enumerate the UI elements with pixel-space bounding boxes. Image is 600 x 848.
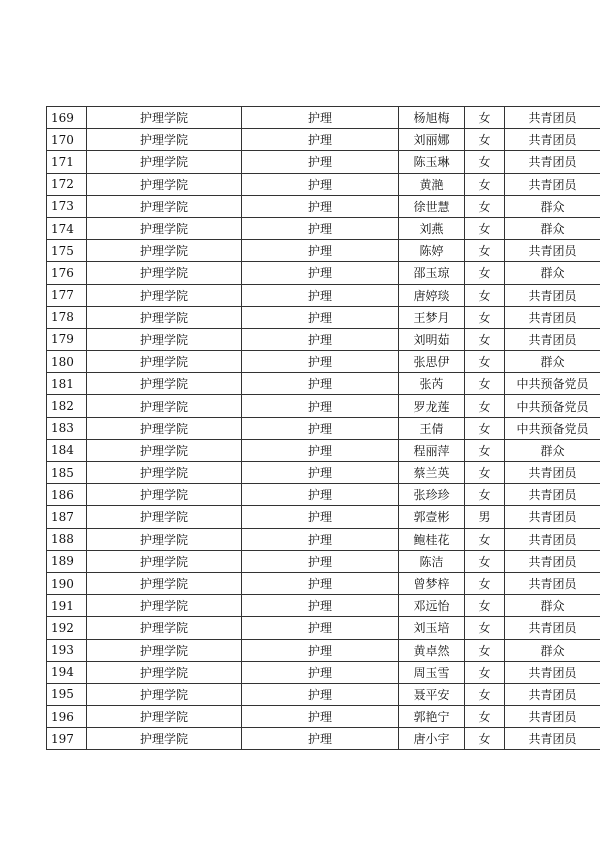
college-cell: 护理学院 xyxy=(87,417,242,439)
major-cell: 护理 xyxy=(242,306,399,328)
political-status-cell: 共青团员 xyxy=(505,706,600,728)
row-number-cell: 190 xyxy=(47,572,87,594)
student-name-cell: 刘玉培 xyxy=(399,617,465,639)
gender-cell: 女 xyxy=(465,262,505,284)
table-row xyxy=(47,417,600,439)
major-cell: 护理 xyxy=(242,217,399,239)
gender-cell: 女 xyxy=(465,373,505,395)
row-number-cell: 178 xyxy=(47,306,87,328)
political-status-cell: 群众 xyxy=(505,262,600,284)
college-cell: 护理学院 xyxy=(87,506,242,528)
college-cell: 护理学院 xyxy=(87,639,242,661)
student-name-cell: 张珍珍 xyxy=(399,484,465,506)
row-number-cell: 195 xyxy=(47,683,87,705)
college-cell: 护理学院 xyxy=(87,661,242,683)
student-name-cell: 郭壹彬 xyxy=(399,506,465,528)
gender-cell: 女 xyxy=(465,395,505,417)
gender-cell: 女 xyxy=(465,550,505,572)
major-cell: 护理 xyxy=(242,484,399,506)
gender-cell: 女 xyxy=(465,107,505,129)
table-row xyxy=(47,240,600,262)
major-cell: 护理 xyxy=(242,373,399,395)
row-number-cell: 182 xyxy=(47,395,87,417)
political-status-cell: 中共预备党员 xyxy=(505,395,600,417)
student-name-cell: 程丽萍 xyxy=(399,439,465,461)
gender-cell: 女 xyxy=(465,617,505,639)
college-cell: 护理学院 xyxy=(87,439,242,461)
major-cell: 护理 xyxy=(242,639,399,661)
table-row xyxy=(47,284,600,306)
gender-cell: 女 xyxy=(465,572,505,594)
major-cell: 护理 xyxy=(242,683,399,705)
major-cell: 护理 xyxy=(242,107,399,129)
political-status-cell: 共青团员 xyxy=(505,550,600,572)
row-number-cell: 185 xyxy=(47,462,87,484)
student-name-cell: 陈玉琳 xyxy=(399,151,465,173)
major-cell: 护理 xyxy=(242,550,399,572)
table-row xyxy=(47,639,600,661)
table-row xyxy=(47,217,600,239)
college-cell: 护理学院 xyxy=(87,151,242,173)
gender-cell: 女 xyxy=(465,284,505,306)
political-status-cell: 共青团员 xyxy=(505,683,600,705)
college-cell: 护理学院 xyxy=(87,550,242,572)
college-cell: 护理学院 xyxy=(87,617,242,639)
student-name-cell: 曾梦梓 xyxy=(399,572,465,594)
table-row xyxy=(47,373,600,395)
table-row xyxy=(47,173,600,195)
college-cell: 护理学院 xyxy=(87,306,242,328)
college-cell: 护理学院 xyxy=(87,484,242,506)
college-cell: 护理学院 xyxy=(87,395,242,417)
table-row xyxy=(47,262,600,284)
student-name-cell: 刘明茹 xyxy=(399,328,465,350)
row-number-cell: 183 xyxy=(47,417,87,439)
student-name-cell: 张芮 xyxy=(399,373,465,395)
major-cell: 护理 xyxy=(242,595,399,617)
major-cell: 护理 xyxy=(242,240,399,262)
major-cell: 护理 xyxy=(242,661,399,683)
row-number-cell: 194 xyxy=(47,661,87,683)
college-cell: 护理学院 xyxy=(87,328,242,350)
political-status-cell: 共青团员 xyxy=(505,617,600,639)
table-row xyxy=(47,683,600,705)
major-cell: 护理 xyxy=(242,417,399,439)
row-number-cell: 174 xyxy=(47,217,87,239)
major-cell: 护理 xyxy=(242,351,399,373)
row-number-cell: 188 xyxy=(47,528,87,550)
student-name-cell: 唐小宇 xyxy=(399,728,465,750)
table-row xyxy=(47,351,600,373)
row-number-cell: 169 xyxy=(47,107,87,129)
student-name-cell: 聂平安 xyxy=(399,683,465,705)
student-name-cell: 刘丽娜 xyxy=(399,129,465,151)
gender-cell: 女 xyxy=(465,328,505,350)
college-cell: 护理学院 xyxy=(87,262,242,284)
row-number-cell: 180 xyxy=(47,351,87,373)
student-name-cell: 邵玉琼 xyxy=(399,262,465,284)
major-cell: 护理 xyxy=(242,439,399,461)
political-status-cell: 共青团员 xyxy=(505,107,600,129)
college-cell: 护理学院 xyxy=(87,107,242,129)
political-status-cell: 共青团员 xyxy=(505,240,600,262)
student-name-cell: 黄卓然 xyxy=(399,639,465,661)
gender-cell: 女 xyxy=(465,173,505,195)
row-number-cell: 197 xyxy=(47,728,87,750)
student-name-cell: 王倩 xyxy=(399,417,465,439)
gender-cell: 女 xyxy=(465,528,505,550)
student-name-cell: 杨旭梅 xyxy=(399,107,465,129)
row-number-cell: 177 xyxy=(47,284,87,306)
political-status-cell: 共青团员 xyxy=(505,151,600,173)
table-row xyxy=(47,306,600,328)
table-row xyxy=(47,528,600,550)
political-status-cell: 群众 xyxy=(505,595,600,617)
student-name-cell: 鲍桂花 xyxy=(399,528,465,550)
gender-cell: 女 xyxy=(465,417,505,439)
gender-cell: 女 xyxy=(465,151,505,173)
table-row xyxy=(47,462,600,484)
gender-cell: 女 xyxy=(465,195,505,217)
major-cell: 护理 xyxy=(242,151,399,173)
table-row xyxy=(47,195,600,217)
college-cell: 护理学院 xyxy=(87,462,242,484)
political-status-cell: 群众 xyxy=(505,217,600,239)
college-cell: 护理学院 xyxy=(87,173,242,195)
political-status-cell: 共青团员 xyxy=(505,306,600,328)
gender-cell: 女 xyxy=(465,706,505,728)
row-number-cell: 189 xyxy=(47,550,87,572)
major-cell: 护理 xyxy=(242,173,399,195)
political-status-cell: 共青团员 xyxy=(505,728,600,750)
political-status-cell: 共青团员 xyxy=(505,528,600,550)
gender-cell: 女 xyxy=(465,439,505,461)
college-cell: 护理学院 xyxy=(87,528,242,550)
row-number-cell: 171 xyxy=(47,151,87,173)
political-status-cell: 共青团员 xyxy=(505,284,600,306)
college-cell: 护理学院 xyxy=(87,572,242,594)
row-number-cell: 181 xyxy=(47,373,87,395)
major-cell: 护理 xyxy=(242,328,399,350)
major-cell: 护理 xyxy=(242,129,399,151)
table-row xyxy=(47,151,600,173)
major-cell: 护理 xyxy=(242,262,399,284)
political-status-cell: 群众 xyxy=(505,195,600,217)
college-cell: 护理学院 xyxy=(87,351,242,373)
student-name-cell: 唐婷琰 xyxy=(399,284,465,306)
gender-cell: 女 xyxy=(465,728,505,750)
gender-cell: 女 xyxy=(465,484,505,506)
student-name-cell: 周玉雪 xyxy=(399,661,465,683)
political-status-cell: 共青团员 xyxy=(505,506,600,528)
student-name-cell: 刘燕 xyxy=(399,217,465,239)
gender-cell: 女 xyxy=(465,639,505,661)
row-number-cell: 193 xyxy=(47,639,87,661)
major-cell: 护理 xyxy=(242,284,399,306)
political-status-cell: 共青团员 xyxy=(505,484,600,506)
table-row xyxy=(47,129,600,151)
gender-cell: 女 xyxy=(465,129,505,151)
political-status-cell: 共青团员 xyxy=(505,661,600,683)
row-number-cell: 170 xyxy=(47,129,87,151)
row-number-cell: 196 xyxy=(47,706,87,728)
college-cell: 护理学院 xyxy=(87,706,242,728)
college-cell: 护理学院 xyxy=(87,683,242,705)
table-row xyxy=(47,706,600,728)
political-status-cell: 中共预备党员 xyxy=(505,417,600,439)
row-number-cell: 172 xyxy=(47,173,87,195)
table-row xyxy=(47,728,600,750)
gender-cell: 女 xyxy=(465,306,505,328)
college-cell: 护理学院 xyxy=(87,195,242,217)
college-cell: 护理学院 xyxy=(87,217,242,239)
gender-cell: 女 xyxy=(465,683,505,705)
student-name-cell: 王梦月 xyxy=(399,306,465,328)
student-name-cell: 罗龙莲 xyxy=(399,395,465,417)
college-cell: 护理学院 xyxy=(87,240,242,262)
major-cell: 护理 xyxy=(242,395,399,417)
row-number-cell: 176 xyxy=(47,262,87,284)
student-name-cell: 陈婷 xyxy=(399,240,465,262)
major-cell: 护理 xyxy=(242,728,399,750)
table-row xyxy=(47,439,600,461)
college-cell: 护理学院 xyxy=(87,129,242,151)
table-row xyxy=(47,484,600,506)
student-name-cell: 蔡兰英 xyxy=(399,462,465,484)
row-number-cell: 187 xyxy=(47,506,87,528)
gender-cell: 女 xyxy=(465,351,505,373)
college-cell: 护理学院 xyxy=(87,595,242,617)
gender-cell: 女 xyxy=(465,595,505,617)
row-number-cell: 191 xyxy=(47,595,87,617)
table-row xyxy=(47,617,600,639)
table-row xyxy=(47,107,600,129)
political-status-cell: 共青团员 xyxy=(505,129,600,151)
table-row xyxy=(47,595,600,617)
political-status-cell: 群众 xyxy=(505,439,600,461)
table-row xyxy=(47,572,600,594)
college-cell: 护理学院 xyxy=(87,373,242,395)
row-number-cell: 173 xyxy=(47,195,87,217)
student-name-cell: 陈洁 xyxy=(399,550,465,572)
row-number-cell: 192 xyxy=(47,617,87,639)
row-number-cell: 184 xyxy=(47,439,87,461)
political-status-cell: 共青团员 xyxy=(505,173,600,195)
major-cell: 护理 xyxy=(242,706,399,728)
political-status-cell: 中共预备党员 xyxy=(505,373,600,395)
gender-cell: 女 xyxy=(465,240,505,262)
major-cell: 护理 xyxy=(242,572,399,594)
student-roster-table xyxy=(46,106,600,750)
student-name-cell: 徐世慧 xyxy=(399,195,465,217)
row-number-cell: 175 xyxy=(47,240,87,262)
student-name-cell: 张思伊 xyxy=(399,351,465,373)
political-status-cell: 群众 xyxy=(505,351,600,373)
major-cell: 护理 xyxy=(242,506,399,528)
gender-cell: 女 xyxy=(465,661,505,683)
political-status-cell: 共青团员 xyxy=(505,328,600,350)
table-row xyxy=(47,328,600,350)
college-cell: 护理学院 xyxy=(87,728,242,750)
gender-cell: 男 xyxy=(465,506,505,528)
college-cell: 护理学院 xyxy=(87,284,242,306)
political-status-cell: 共青团员 xyxy=(505,572,600,594)
political-status-cell: 共青团员 xyxy=(505,462,600,484)
major-cell: 护理 xyxy=(242,462,399,484)
student-name-cell: 邓远怡 xyxy=(399,595,465,617)
major-cell: 护理 xyxy=(242,195,399,217)
roster-body xyxy=(47,107,600,750)
table-row xyxy=(47,506,600,528)
major-cell: 护理 xyxy=(242,528,399,550)
student-name-cell: 黄滟 xyxy=(399,173,465,195)
gender-cell: 女 xyxy=(465,462,505,484)
row-number-cell: 179 xyxy=(47,328,87,350)
row-number-cell: 186 xyxy=(47,484,87,506)
political-status-cell: 群众 xyxy=(505,639,600,661)
major-cell: 护理 xyxy=(242,617,399,639)
table-row xyxy=(47,661,600,683)
gender-cell: 女 xyxy=(465,217,505,239)
table-row xyxy=(47,550,600,572)
table-row xyxy=(47,395,600,417)
student-name-cell: 郭艳宁 xyxy=(399,706,465,728)
